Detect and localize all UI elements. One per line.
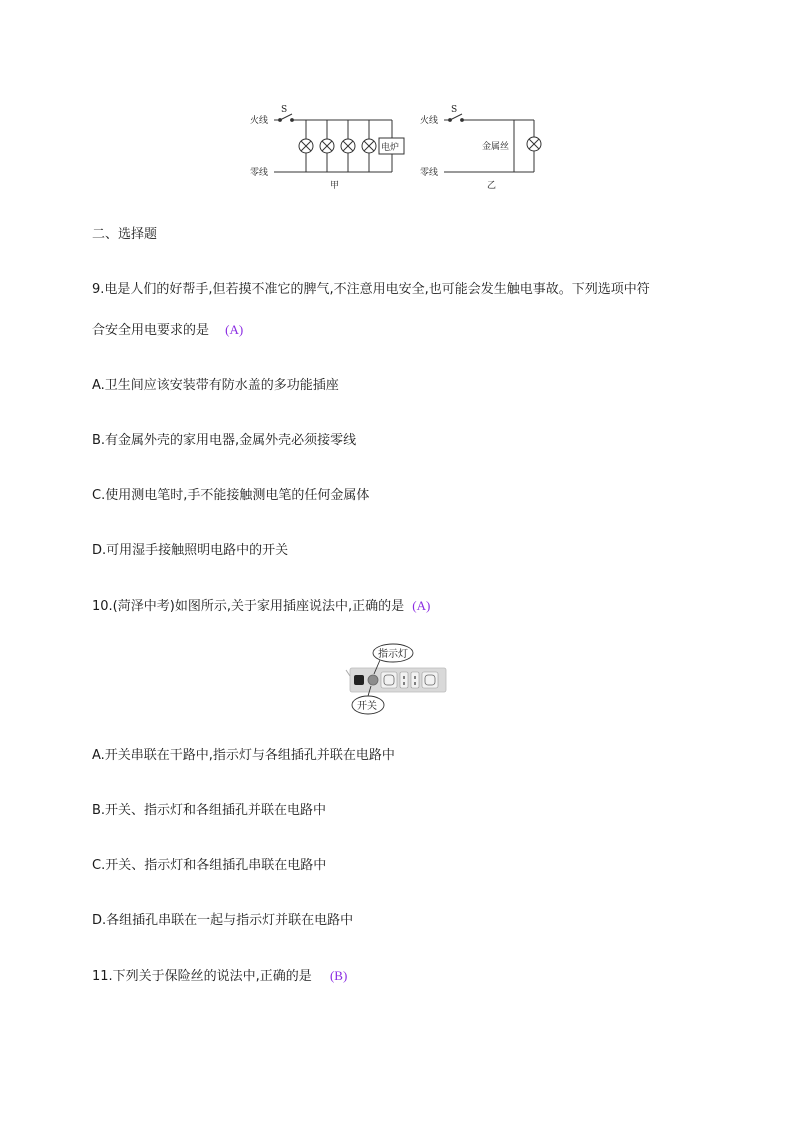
indicator-light-icon [368,675,378,685]
switch-button-label: 开关 [357,701,377,712]
question-9-stem: 合安全用电要求的是 [92,323,210,338]
lamp-icon [527,137,541,151]
caption-right: 乙 [487,181,497,191]
option-b: B.有金属外壳的家用电器,金属外壳必须接零线 [92,433,357,448]
neutral-wire-label: 零线 [420,168,439,178]
circuit-diagram [240,100,560,196]
option-a: A.卫生间应该安装带有防水盖的多功能插座 [92,378,339,393]
question-10-line [92,598,430,615]
metal-wire-label: 金属丝 [482,142,510,152]
question-9-line2 [92,322,243,339]
option-c: C.使用测电笔时,手不能接触测电笔的任何金属体 [92,488,370,503]
option-a: A.开关串联在干路中,指示灯与各组插孔并联在电路中 [92,748,395,763]
live-wire-label: 火线 [420,116,439,126]
option-b: B.开关、指示灯和各组插孔并联在电路中 [92,803,327,818]
question-10-answer: (A) [412,598,431,613]
question-11-answer: (B) [329,968,348,983]
section-title: 二、选择题 [92,227,158,242]
question-9-answer: (A) [225,322,244,337]
plug-icon [354,675,364,685]
question-11-stem: 11.下列关于保险丝的说法中,正确的是 [92,969,312,984]
question-9-line1: 9.电是人们的好帮手,但若摸不准它的脾气,不注意用电安全,也可能会发生触电事故。下列选项中符 [92,282,650,297]
lamp-icon [299,139,376,153]
question-10-stem: 10.(菏泽中考)如图所示,关于家用插座说法中,正确的是 [92,599,405,614]
power-strip-figure [340,640,452,720]
option-d: D.可用湿手接触照明电路中的开关 [92,543,289,558]
neutral-wire-label: 零线 [250,168,269,178]
option-c: C.开关、指示灯和各组插孔串联在电路中 [92,858,327,873]
caption-left: 甲 [330,181,340,191]
option-d: D.各组插孔串联在一起与指示灯并联在电路中 [92,913,354,928]
stove-label: 电炉 [381,143,400,153]
switch-label: S [451,105,458,115]
question-11-line [92,968,347,985]
indicator-light-label: 指示灯 [378,649,408,660]
live-wire-label: 火线 [250,116,269,126]
switch-label: S [281,105,288,115]
